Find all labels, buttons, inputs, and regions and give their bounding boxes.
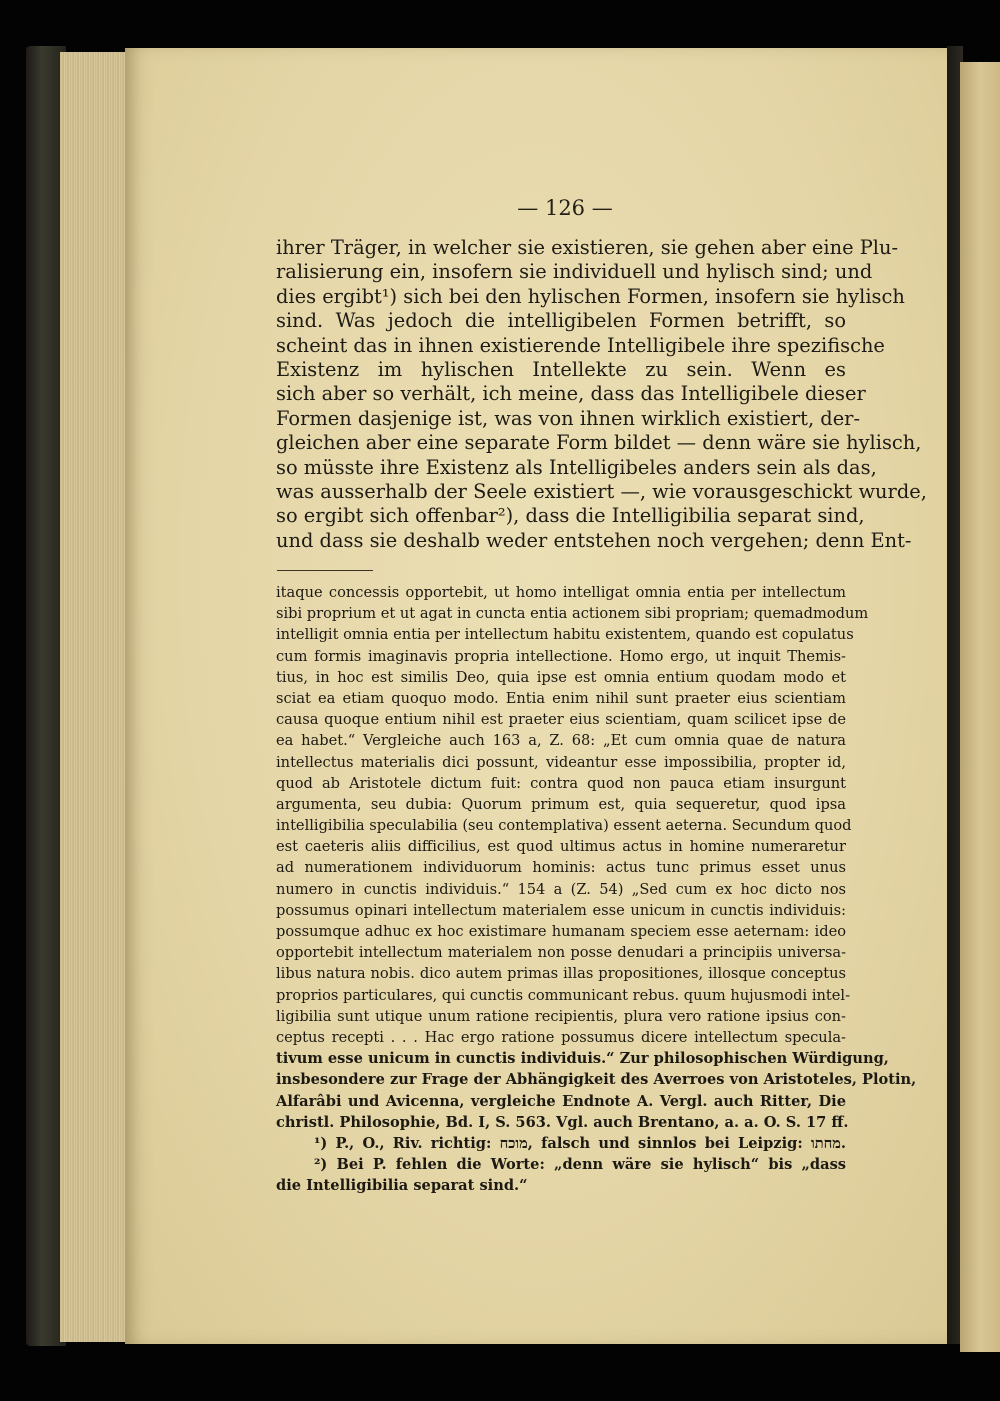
text-line: sind. Was jedoch die intelligibelen Formen betrifft, so — [276, 309, 846, 333]
note-line: ea habet.“ Vergleiche auch 163 a, Z. 68: „Et cum omnia quae de natura — [276, 732, 846, 750]
footnote-1: ¹) P., O., Riv. richtig: מוכח, falsch und sinnlos bei Leipzig: מחתו. — [314, 1134, 846, 1152]
note-line: christl. Philosophie, Bd. I, S. 563. Vgl. auch Brentano, a. a. O. S. 17 ff. — [276, 1113, 849, 1131]
note-line: causa quoque entium nihil est praeter eius scientiam, quam scilicet ipse de — [276, 711, 846, 729]
page-number: — 126 — — [517, 196, 613, 220]
note-line: cum formis imaginavis propria intellectione. Homo ergo, ut inquit Themis- — [276, 647, 846, 665]
text-line: ralisierung ein, insofern sie individuell und hylisch sind; und — [276, 260, 873, 284]
note-line: sibi proprium et ut agat in cuncta entia actionem sibi propriam; quemadmodum — [276, 605, 869, 623]
text-line: gleichen aber eine separate Form bildet — denn wäre sie hylisch, — [276, 431, 922, 455]
text-line: scheint das in ihnen existierende Intelligibele ihre spezifische — [276, 333, 885, 357]
note-line: intelligibilia speculabilia (seu contemplativa) essent aeterna. Secundum quod — [276, 817, 852, 835]
note-line: ligibilia sunt utique unum ratione recipientis, plura vero ratione ipsius con- — [276, 1007, 846, 1025]
main-text — [276, 236, 927, 553]
note-line: itaque concessis opportebit, ut homo intelligat omnia entia per intellectum — [276, 584, 846, 601]
note-line: tius, in hoc est similis Deo, quia ipse est omnia entium quodam modo et — [276, 668, 846, 686]
note-line: quod ab Aristotele dictum fuit: contra quod non pauca etiam insurgunt — [276, 774, 846, 792]
text-line: ihrer Träger, in welcher sie existieren, sie gehen aber eine Plu- — [276, 236, 899, 259]
text-line: sich aber so verhält, ich meine, dass das Intelligibele dieser — [276, 382, 866, 406]
note-line: sciat ea etiam quoquo modo. Entia enim nihil sunt praeter eius scientiam — [276, 689, 846, 707]
note-line: proprios particulares, qui cunctis communicant rebus. quum hujusmodi intel- — [276, 986, 850, 1004]
note-line: possumus opinari intellectum materialem esse unicum in cunctis individuis: — [276, 901, 846, 919]
facing-page-edge — [960, 62, 1000, 1352]
note-line: intelligit omnia entia per intellectum habitu existentem, quando est copulatus — [276, 626, 854, 644]
footnote-divider — [277, 570, 373, 571]
note-line: ad numerationem individuorum hominis: actus tunc primus esset unus — [276, 859, 846, 877]
note-line: intellectus materialis dici possunt, videantur esse impossibilia, propter id, — [276, 753, 846, 771]
text-line: so müsste ihre Existenz als Intelligibeles anders sein als das, — [276, 455, 877, 479]
note-line: opportebit intellectum materialem non posse denudari a principiis universa- — [276, 944, 846, 962]
text-line: dies ergibt¹) sich bei den hylischen Formen, insofern sie hylisch — [276, 284, 905, 308]
page-edges — [60, 52, 130, 1342]
note-line: Alfarâbi und Avicenna, vergleiche Endnote A. Vergl. auch Ritter, Die — [276, 1092, 846, 1110]
note-line: numero in cunctis individuis.“ 154 a (Z. 54) „Sed cum ex hoc dicto nos — [276, 880, 846, 898]
note-line: ceptus recepti . . . Hac ergo ratione possumus dicere intellectum specula- — [276, 1028, 846, 1046]
note-line: tivum esse unicum in cunctis individuis.“ Zur philosophischen Würdigung, — [276, 1050, 889, 1068]
note-line: libus natura nobis. dico autem primas illas propositiones, illosque conceptus — [276, 965, 846, 983]
text-line: so ergibt sich offenbar²), dass die Intelligibilia separat sind, — [276, 504, 865, 528]
text-line: Existenz im hylischen Intellekte zu sein. Wenn es — [276, 357, 846, 381]
footnote-2-continuation: die Intelligibilia separat sind.“ — [276, 1177, 528, 1195]
text-line: was ausserhalb der Seele existiert —, wie vorausgeschickt wurde, — [276, 479, 927, 503]
footnote-2: ²) Bei P. fehlen die Worte: „denn wäre sie hylisch“ bis „dass — [314, 1156, 846, 1174]
text-line: und dass sie deshalb weder entstehen noch vergehen; denn Ent- — [276, 528, 912, 552]
text-line: Formen dasjenige ist, was von ihnen wirklich existiert, der- — [276, 406, 861, 430]
note-line: possumque adhuc ex hoc existimare humanam speciem esse aeternam: ideo — [276, 923, 846, 940]
note-line: argumenta, seu dubia: Quorum primum est, quia sequeretur, quod ipsa — [276, 795, 846, 813]
footnotes-block — [276, 582, 917, 1196]
note-line: est caeteris aliis difficilius, est quod ultimus actus in homine numeraretur — [276, 838, 846, 856]
note-line: insbesondere zur Frage der Abhängigkeit des Averroes von Aristoteles, Plotin, — [276, 1071, 917, 1089]
